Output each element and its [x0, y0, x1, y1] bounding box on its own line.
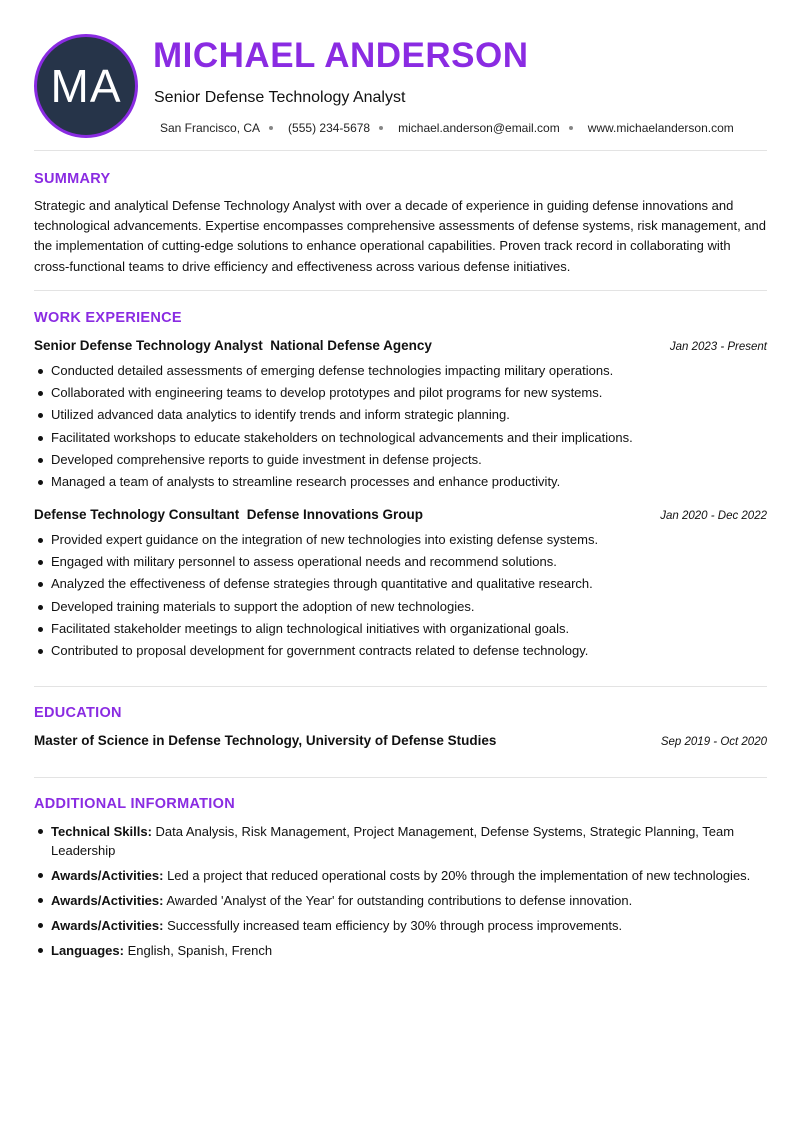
candidate-name: MICHAEL ANDERSON: [153, 36, 529, 75]
contact-website[interactable]: www.michaelanderson.com: [587, 121, 734, 135]
list-item: Engaged with military personnel to assess operational needs and recommend solutions.: [34, 551, 767, 573]
job-title: Senior Defense Technology Analyst National Defense Agency: [34, 338, 432, 353]
divider: [34, 290, 767, 291]
contact-location: San Francisco, CA: [160, 121, 261, 135]
divider: [34, 150, 767, 151]
job-date: Jan 2023 - Present: [669, 341, 767, 353]
additional-info-list: [34, 822, 767, 966]
list-item: Facilitated stakeholder meetings to align technological initiatives with organizational goals.: [34, 618, 767, 640]
item-text: Led a project that reduced operational costs by 20% through the implementation of new technologies.: [163, 868, 751, 883]
item-text: Awarded 'Analyst of the Year' for outstanding contributions to defense innovation.: [163, 893, 633, 908]
contact-phone: (555) 234-5678: [288, 121, 371, 135]
item-text: Successfully increased team efficiency by 30% through process improvements.: [163, 918, 623, 933]
job-header: [34, 507, 767, 522]
avatar: [34, 34, 138, 138]
divider: [34, 777, 767, 778]
item-label: Awards/Activities:: [51, 918, 164, 933]
item-label: Awards/Activities:: [51, 893, 164, 908]
list-item: [34, 822, 767, 860]
candidate-title: Senior Defense Technology Analyst: [154, 89, 406, 106]
list-item: Managed a team of analysts to streamline research processes and enhance productivity.: [34, 471, 767, 493]
section-heading-summary: SUMMARY: [34, 171, 111, 187]
list-item: Analyzed the effectiveness of defense strategies through quantitative and qualitative research.: [34, 573, 767, 595]
separator-dot: [379, 126, 383, 130]
list-item: Developed comprehensive reports to guide investment in defense projects.: [34, 449, 767, 471]
list-item: Provided expert guidance on the integration of new technologies into existing defense systems.: [34, 529, 767, 551]
list-item: [34, 866, 767, 885]
job-header: [34, 338, 767, 353]
job-title: Defense Technology Consultant Defense Innovations Group: [34, 507, 424, 522]
education-entry: [34, 733, 767, 748]
separator-dot: [569, 126, 573, 130]
job-bullets: [34, 529, 767, 662]
divider: [34, 686, 767, 687]
list-item: Facilitated workshops to educate stakeholders on technological advancements and their implications.: [34, 427, 767, 449]
list-item: [34, 891, 767, 910]
section-heading-education: EDUCATION: [34, 705, 122, 721]
contact-row: [160, 121, 734, 135]
item-label: Technical Skills:: [51, 824, 152, 839]
list-item: Developed training materials to support the adoption of new technologies.: [34, 596, 767, 618]
avatar-initials: MA: [50, 60, 122, 112]
item-label: Languages:: [51, 943, 124, 958]
job-bullets: [34, 360, 767, 493]
section-heading-experience: WORK EXPERIENCE: [34, 310, 182, 326]
list-item: [34, 916, 767, 935]
list-item: [34, 941, 767, 960]
education-date: Sep 2019 - Oct 2020: [660, 736, 767, 748]
list-item: Collaborated with engineering teams to develop prototypes and pilot programs for new systems.: [34, 382, 767, 404]
list-item: Utilized advanced data analytics to identify trends and inform strategic planning.: [34, 404, 767, 426]
section-heading-additional: ADDITIONAL INFORMATION: [34, 796, 235, 812]
degree: Master of Science in Defense Technology, University of Defense Studies: [34, 733, 497, 748]
item-label: Awards/Activities:: [51, 868, 164, 883]
list-item: Conducted detailed assessments of emerging defense technologies impacting military operations.: [34, 360, 767, 382]
summary-text: Strategic and analytical Defense Technology Analyst with over a decade of experience in guiding defense innovations and technological advancements. Expertise encompasses comprehensive assessments of defense systems, risk management, and the implementation of cutting-edge solutions to enhance operational capabilities. Proven track record in collaborating with cross-functional teams to drive efficiency and effectiveness across various defense initiatives.: [34, 198, 766, 274]
job-date: Jan 2020 - Dec 2022: [660, 510, 767, 522]
separator-dot: [269, 126, 273, 130]
contact-email[interactable]: michael.anderson@email.com: [398, 121, 560, 135]
list-item: Contributed to proposal development for government contracts related to defense technology.: [34, 640, 767, 662]
item-text: English, Spanish, French: [123, 943, 273, 958]
item-text: Data Analysis, Risk Management, Project Management, Defense Systems, Strategic Planning, Team Leadership: [51, 824, 735, 858]
